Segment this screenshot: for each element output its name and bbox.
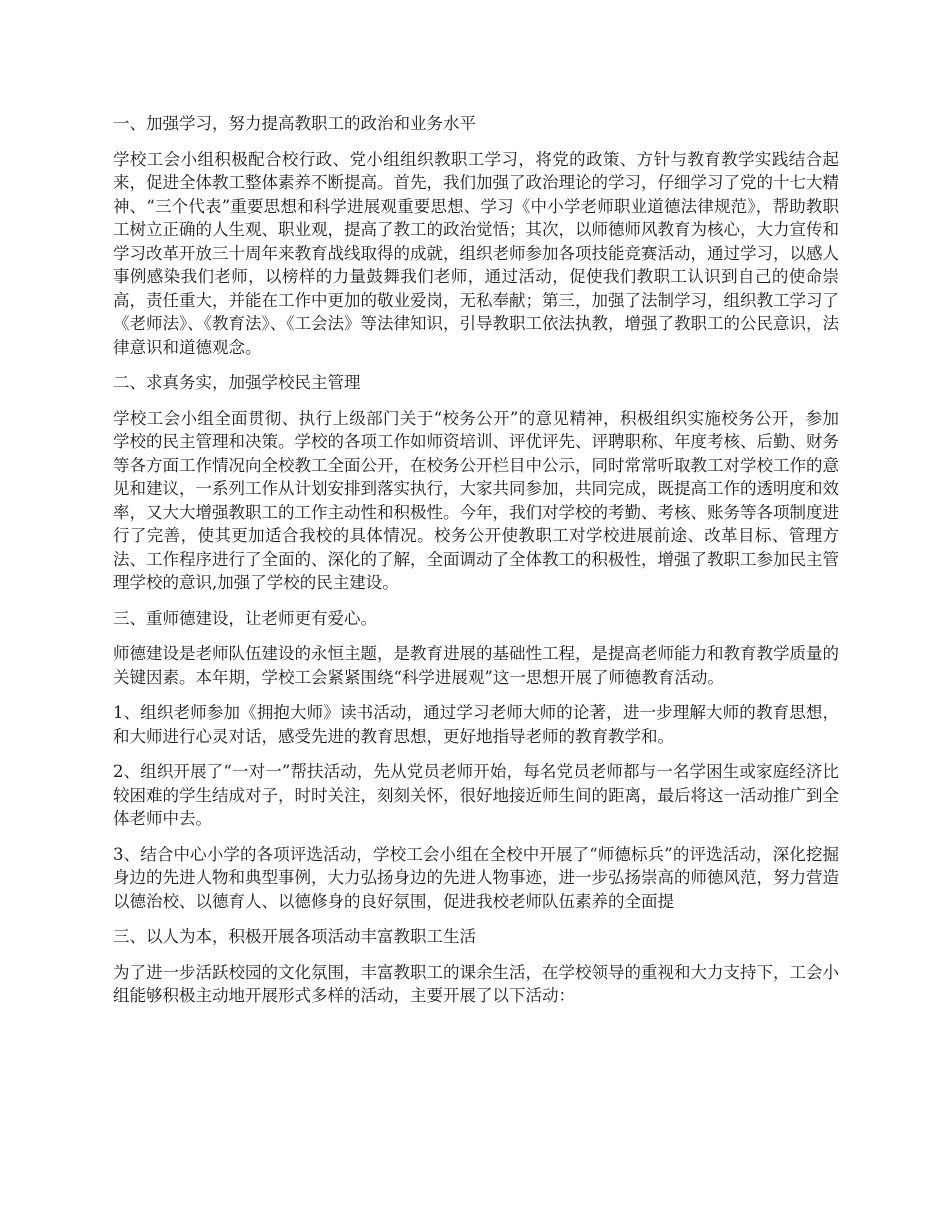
document-body [113,112,839,1020]
section-heading-1: 一、加强学习，努力提高教职工的政治和业务水平 [113,114,476,133]
paragraph-study: 学校工会小组积极配合校行政、党小组组织教职工学习，将党的政策、方针与教育教学实践结合起来，促进全体教工整体素养不断提高。首先，我们加强了政治理论的学习，仔细学习了党的十七大精神、“三个代表”重要思想和科学进展观重要思想、学习《中小学老师职业道德法律规范》，帮助教职工树立正确的人生观、职业观，提高了教工的政治觉悟；其次，以师德师风教育为核心，大力宣传和学习改革开放三十周年来教育战线取得的成就，组织老师参加各项技能竞赛活动，通过学习，以感人事例感染我们老师，以榜样的力量鼓舞我们老师，通过活动，促使我们教职工认识到自己的使命崇高，责任重大，并能在工作中更加的敬业爱岗，无私奉献；第三，加强了法制学习，组织教工学习了《老师法》、《教育法》、《工会法》等法律知识，引导教职工依法执教，增强了教职工的公民意识，法律意识和道德观念。 [113,149,839,357]
section-heading-3: 三、重师德建设，让老师更有爱心。 [113,608,377,628]
section-heading-4: 三、以人为本，积极开展各项活动丰富教职工生活 [113,927,476,946]
paragraph-democracy: 学校工会小组全面贯彻、执行上级部门关于“校务公开”的意见精神，积极组织实施校务公开，参加学校的民主管理和决策。学校的各项工作如师资培训、评优评先、评聘职称、年度考核、后勤、财务等各方面工作情况向全校教工全面公开，在校务公开栏目中公示，同时常常听取教工对学校工作的意见和建议，一系列工作从计划安排到落实执行，大家共同参加，共同完成，既提高工作的透明度和效率，又大大增强教职工的工作主动性和积极性。今年，我们对学校的考勤、考核、账务等各项制度进行了完善，使其更加适合我校的具体情况。校务公开使教职工对学校进展前途、改革目标、管理方法、工作程序进行了全面的、深化的了解，全面调动了全体教工的积极性，增强了教职工参加民主管理学校的意识,加强了学校的民主建设。 [113,408,839,592]
list-item-3: 3、结合中心小学的各项评选活动，学校工会小组在全校中开展了“师德标兵”的评选活动，深化挖掘身边的先进人物和典型事例，大力弘扬身边的先进人物事迹，进一步弘扬崇高的师德风范，努力营造以德治校、以德育人、以德修身的良好氛围，促进我校老师队伍素养的全面提 [113,844,839,911]
list-item-1: 1、组织老师参加《拥抱大师》读书活动，通过学习老师大师的论著，进一步理解大师的教育思想，和大师进行心灵对话，感受先进的教育思想，更好地指导老师的教育教学和。 [113,703,839,746]
list-item-2: 2、组织开展了“一对一”帮扶活动，先从党员老师开始，每名党员老师都与一名学困生或家庭经济比较困难的学生结成对子，时时关注，刻刻关怀，很好地接近师生间的距离，最后将这一活动推广到全体老师中去。 [113,762,839,828]
section-heading-2: 二、求真务实，加强学校民主管理 [113,373,361,392]
paragraph-activities: 为了进一步活跃校园的文化氛围，丰富教职工的课余生活，在学校领导的重视和大力支持下，工会小组能够积极主动地开展形式多样的活动，主要开展了以下活动： [113,962,839,1005]
paragraph-ethics-intro: 师德建设是老师队伍建设的永恒主题，是教育进展的基础性工程，是提高老师能力和教育教学质量的关键因素。本年期，学校工会紧紧围绕“科学进展观”这一思想开展了师德教育活动。 [113,644,839,687]
